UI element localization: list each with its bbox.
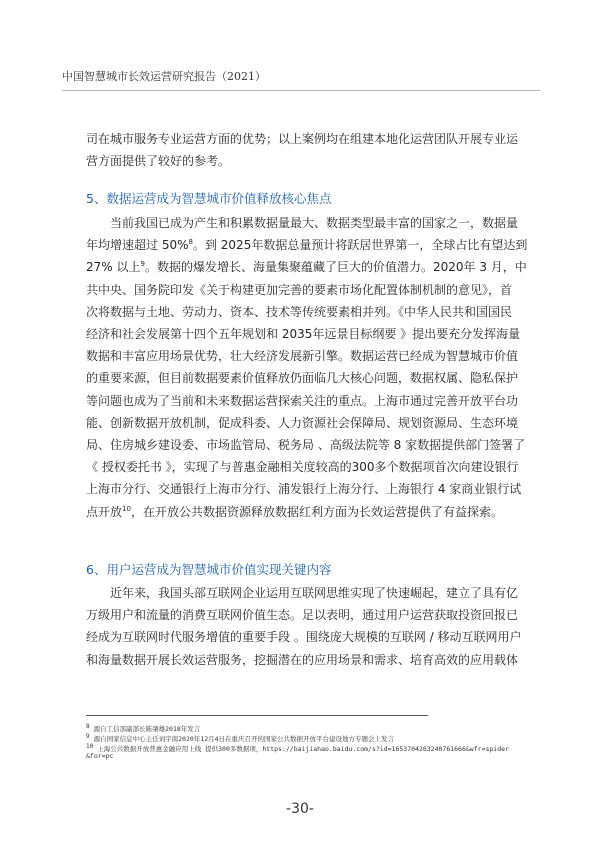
text-line: 局、住房城乡建设委、市场监管局、税务局 、高级法院等 8 家数据提供部门签署了 xyxy=(86,438,526,453)
text-run: 27% 以上 xyxy=(86,260,141,275)
text-line: 上海市分行、交通银行上海市分行、浦发银行上海分行、上海银行 4 家商业银行试 xyxy=(86,482,522,497)
text-run: ，在开放公共数据资源释放数据红利方面为长效运营提供了有益探索。 xyxy=(130,504,503,519)
text-line: 司在城市服务专业运营方面的优势；以上案例均在组建本地化运营团队开展专业运 xyxy=(86,132,519,146)
text-line: 次将数据与土地、劳动力、资本、技术等传统要素相并列。《中华人民共和国国民 xyxy=(86,304,513,319)
footnote-ref: 8 xyxy=(188,238,193,247)
text-line xyxy=(86,256,527,278)
text-run: 。数据的爆发增长、海量集聚蕴藏了巨大的价值潜力。2020年 3 月，中 xyxy=(144,260,527,275)
footnote-ref: 9 xyxy=(140,260,145,269)
text-line: 数据和丰富应用场景优势，壮大经济发展新引擎。数据运营已经成为智慧城市价值 xyxy=(86,349,519,364)
footnote xyxy=(86,752,526,761)
header-title: 中国智慧城市长效运营研究报告（2021） xyxy=(62,70,266,83)
section-5-paragraph xyxy=(86,212,528,523)
footnote-text: 源自工信部副部长陈肇雄2018年发言 xyxy=(93,725,201,734)
text-line: 和海量数据开展长效运营服务，挖掘潜在的应用场景和需求、培育高效的应用载体 xyxy=(86,652,519,667)
header-divider xyxy=(62,90,540,91)
page-number: -30- xyxy=(286,801,314,817)
footnote-number: 8 xyxy=(86,723,90,730)
footnote-number: 10 xyxy=(86,743,94,750)
text-line: 能、创新数据开放机制，促成科委、人力资源社会保障局、规划资源局、生态环境 xyxy=(86,415,519,430)
text-line xyxy=(86,234,528,256)
section-heading-6: 6、用户运营成为智慧城市价值实现关键内容 xyxy=(86,562,332,577)
text-line: 经济和社会发展第十四个五年规划和 2035年远景目标纲要 》提出要充分发挥海量 xyxy=(86,327,521,342)
text-line: 等问题也成为了当前和未来数据运营探索关注的重点。上海市通过完善开放平台功 xyxy=(86,393,519,408)
text-line: 万级用户和流量的消费互联网价值生态。足以表明，通过用户运营获取投资回报已 xyxy=(86,608,519,623)
footnote-number: 9 xyxy=(86,733,90,740)
text-line: 《 授权委托书 》，实现了与普惠金融相关度较高的300多个数据项首次向建设银行 xyxy=(86,460,519,475)
text-run: 点开放 xyxy=(86,504,123,519)
footnote-text: 源自国家信息中心主任刘宇南2020年12月4日在重庆召开的国家公共数据开放平台建设地方专题会上发言 xyxy=(93,735,395,744)
footnote-ref: 10 xyxy=(122,504,131,513)
section-6-paragraph xyxy=(86,582,522,671)
text-run: 年均增速超过 50% xyxy=(86,238,189,253)
text-line: 营方面提供了较好的参考。 xyxy=(86,154,231,169)
footnote-link[interactable]: 上海公共数据开放普惠金融应用上线 提供300多数据项，https://baijiahao.baidu.com/s?id=1653704263240761666&wfr=spider xyxy=(97,745,509,754)
section-heading-5: 5、数据运营成为智慧城市价值释放核心焦点 xyxy=(86,191,332,206)
intro-paragraph xyxy=(86,128,519,172)
text-line: 当前我国已成为产生和积累数据量最大、数据类型最丰富的国家之一，数据量 xyxy=(110,216,519,230)
text-line: 共中央、国务院印发《关于构建更加完善的要素市场化配置体制机制的意见》，首 xyxy=(86,282,513,297)
text-line xyxy=(86,501,516,523)
footnote-link-continuation[interactable]: &for=pc xyxy=(86,752,114,760)
text-line: 的重要来源，但目前数据要素价值释放仍面临几大核心问题，数据权属、隐私保护 xyxy=(86,371,519,386)
text-line: 经成为互联网时代服务增值的重要手段 。围绕庞大规模的互联网 / 移动互联网用户 xyxy=(86,630,522,645)
text-run: 。到 2025年数据总量预计将跃居世界第一，全球占比有望达到 xyxy=(192,238,528,253)
footnote-divider xyxy=(86,715,428,716)
text-line: 近年来，我国头部互联网企业运用互联网思维实现了快速崛起，建立了具有亿 xyxy=(110,586,519,600)
